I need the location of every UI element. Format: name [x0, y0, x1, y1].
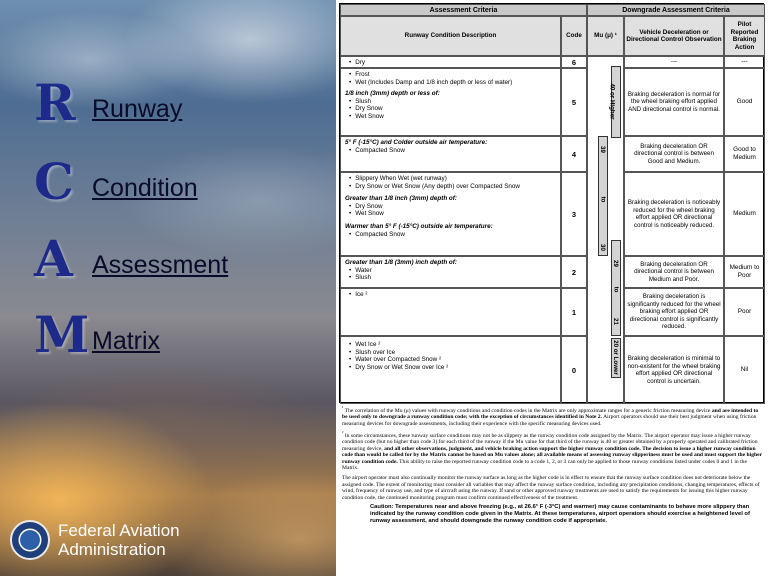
- condition-item: • Slush: [345, 274, 556, 282]
- row-pilot-6: ---: [724, 56, 765, 68]
- title-panel: [0, 0, 336, 576]
- footnote-bold: and all other observations, judgment, and vehicle braking action support the higher runway condition code. The decision to issue a higher runway condition code than would be called for by the Matrix cannot be based on Mu values alone; all available means of assessing runway slipperiness must be used and must support the higher runway condition code.: [342, 445, 762, 465]
- rcam-word-condition: Condition: [92, 174, 198, 202]
- rcam-letter: R: [34, 73, 76, 132]
- condition-item: • Slippery When Wet (wet runway): [345, 175, 556, 183]
- rcam-row-a: [34, 229, 229, 288]
- rcam-table: [339, 3, 764, 403]
- condition-item: • Wet Snow: [345, 210, 556, 218]
- mu-label: 29: [611, 260, 619, 267]
- row-code-0: 0: [561, 336, 587, 404]
- condition-item: • Ice ²: [345, 291, 556, 299]
- row-code-4: 4: [561, 136, 587, 172]
- rcam-row-r: [34, 73, 183, 132]
- row-pilot-4: Good to Medium: [724, 136, 765, 172]
- footnote-1: [342, 406, 762, 428]
- condition-item: • Dry Snow: [345, 105, 556, 113]
- rcam-row-c: [34, 152, 198, 211]
- row-code-5: 5: [561, 68, 587, 136]
- condition-subhead: 1/8 inch (3mm) depth or less of:: [345, 90, 440, 98]
- agency-line-2: Administration: [58, 540, 166, 559]
- rcam-word-runway: Runway: [92, 95, 183, 123]
- row-obs-5: Braking deceleration is normal for the wheel braking effort applied AND directional control is normal.: [624, 68, 724, 136]
- row-pilot-5: Good: [724, 68, 765, 136]
- footnote-text: This ability to raise the reported runway condition code to a code 1, 2, or 3 can only be applied to those runway conditions listed under codes 0 and 1 in the Matrix.: [342, 458, 747, 472]
- row-obs-2: Braking deceleration OR directional control is between Medium and Poor.: [624, 256, 724, 288]
- row-pilot-2: Medium to Poor: [724, 256, 765, 288]
- mu-label: 39: [598, 146, 606, 153]
- footnote-text: In some circumstances, these runway surface conditions may not be as slippery as the runway condition code assigned by the Matrix. The airport operator may issue a higher runway condition code (but no higher than code 3) for each third of the runway if the Mu value for that third of the runway is 40 or greater obtained by a properly operated and calibrated friction measuring device,: [342, 432, 758, 452]
- rcam-row-m: [34, 305, 161, 364]
- col-header-pilot: Pilot Reported Braking Action: [724, 16, 765, 56]
- condition-item: • Dry: [345, 59, 556, 67]
- condition-item: • Dry Snow or Wet Snow over Ice ²: [345, 364, 556, 372]
- row-obs-3: Braking deceleration is noticeably reduced for the wheel braking effort applied OR directional control is noticeably reduced.: [624, 172, 724, 256]
- rcam-letter: C: [34, 152, 74, 211]
- condition-item: • Frost: [345, 71, 556, 79]
- header-downgrade: Downgrade Assessment Criteria: [587, 4, 765, 16]
- row-obs-6: ---: [624, 56, 724, 68]
- rcam-letter: A: [34, 229, 73, 288]
- condition-item: • Dry Snow or Wet Snow (Any depth) over Compacted Snow: [345, 183, 556, 191]
- row-obs-0: Braking deceleration is minimal to non-existent for the wheel braking effort applied OR directional control is uncertain.: [624, 336, 724, 404]
- row-desc-5: [340, 68, 561, 136]
- faa-logo: [10, 520, 180, 560]
- mu-label: 21: [611, 318, 619, 325]
- agency-line-1: Federal Aviation: [58, 521, 180, 540]
- condition-subhead: Greater than 1/8 (3mm) inch depth of:: [345, 259, 457, 266]
- col-header-obs: Vehicle Deceleration or Directional Control Observation: [624, 16, 724, 56]
- mu-label: 30: [598, 244, 606, 251]
- row-desc-0: [340, 336, 561, 404]
- footnotes: [342, 406, 762, 528]
- footnote-2: [342, 431, 762, 472]
- condition-item: • Slush over Ice: [345, 349, 556, 357]
- row-pilot-0: Nil: [724, 336, 765, 404]
- row-obs-1: Braking deceleration is significantly reduced for the wheel braking effort applied OR directional control is significantly reduced.: [624, 288, 724, 336]
- footnote-3: The airport operator must also continually monitor the runway surface as long as the higher code is in effect to ensure that the runway surface condition does not deteriorate below the assigned code. The extent of monitoring must consider all variables that may affect the runway surface condition, including any precipitation conditions, changing temperatures, effects of wind, frequency of runway use, and type of aircraft using the runway. If sand or other approved runway treatments are used to satisfy the requirements for issuing this higher runway condition code, the continued monitoring program must confirm continued effectiveness of the treatment.: [342, 475, 760, 501]
- col-header-code: Code: [561, 16, 587, 56]
- faa-seal-icon: [10, 520, 50, 560]
- row-code-1: 1: [561, 288, 587, 336]
- rcam-letter: M: [34, 305, 90, 364]
- footnote-marker: ²: [342, 430, 344, 436]
- row-code-3: 3: [561, 172, 587, 256]
- condition-item: • Water: [345, 267, 556, 275]
- row-code-2: 2: [561, 256, 587, 288]
- footnote-text: The correlation of the Mu (μ) values with runway conditions and condition codes in the Matrix are only approximate ranges for a generic friction measuring device: [344, 407, 711, 414]
- caution-note: Caution: Temperatures near and above freezing (e.g., at 26.6° F (-3°C) and warmer) may cause contaminants to behave more slippery than indicated by the runway condition code given in the Matrix. At these temperatures, airport operators should exercise a heightened level of runway assessment, and should downgrade the runway condition code if appropriate.: [370, 504, 750, 525]
- condition-item: • Wet Snow: [345, 113, 556, 121]
- rcam-word-assessment: Assessment: [92, 251, 229, 279]
- row-desc-4: [340, 136, 561, 172]
- condition-item: • Dry Snow: [345, 203, 556, 211]
- row-desc-1: [340, 288, 561, 336]
- condition-subhead: Warmer than 5° F (-15°C) outside air temperature:: [345, 222, 493, 230]
- row-desc-2: [340, 256, 561, 288]
- col-header-desc: Runway Condition Description: [340, 16, 561, 56]
- condition-item: • Wet (Includes Damp and 1/8 inch depth or less of water): [345, 79, 556, 87]
- row-obs-4: Braking deceleration OR directional control is between Good and Medium.: [624, 136, 724, 172]
- mu-label: to: [612, 286, 620, 293]
- row-pilot-1: Poor: [724, 288, 765, 336]
- footnote-text: Airport operators should use their best judgment when using friction measuring devices for downgrade assessments, including their experience with the specific measuring devices used.: [342, 414, 757, 428]
- footnote-marker: ¹: [342, 406, 344, 411]
- matrix-document: [336, 0, 768, 576]
- row-pilot-3: Medium: [724, 172, 765, 256]
- mu-label: 40 or Higher: [608, 83, 616, 120]
- condition-item: • Slush: [345, 98, 556, 106]
- condition-item: • Compacted Snow: [345, 231, 556, 239]
- condition-item: • Water over Compacted Snow ²: [345, 356, 556, 364]
- header-assessment: Assessment Criteria: [340, 4, 587, 16]
- condition-item: • Wet Ice ²: [345, 341, 556, 349]
- row-desc-6: [340, 56, 561, 68]
- col-header-mu: Mu (μ) ¹: [587, 16, 624, 56]
- condition-subhead: Greater than 1/8 inch (3mm) depth of:: [345, 195, 457, 203]
- rcam-word-matrix: Matrix: [92, 327, 161, 355]
- row-code-6: 6: [561, 56, 587, 68]
- row-desc-3: [340, 172, 561, 256]
- mu-label: to: [599, 196, 607, 203]
- condition-subhead: 5° F (-15°C) and Colder outside air temperature:: [345, 139, 488, 146]
- faa-wordmark: [58, 521, 180, 559]
- footnote-bold: and are intended to be used only to downgrade a runway condition code; with the exception of circumstances identified in Note 2.: [342, 407, 759, 421]
- condition-item: • Compacted Snow: [345, 147, 556, 155]
- mu-label: 20 or Lower: [611, 340, 619, 375]
